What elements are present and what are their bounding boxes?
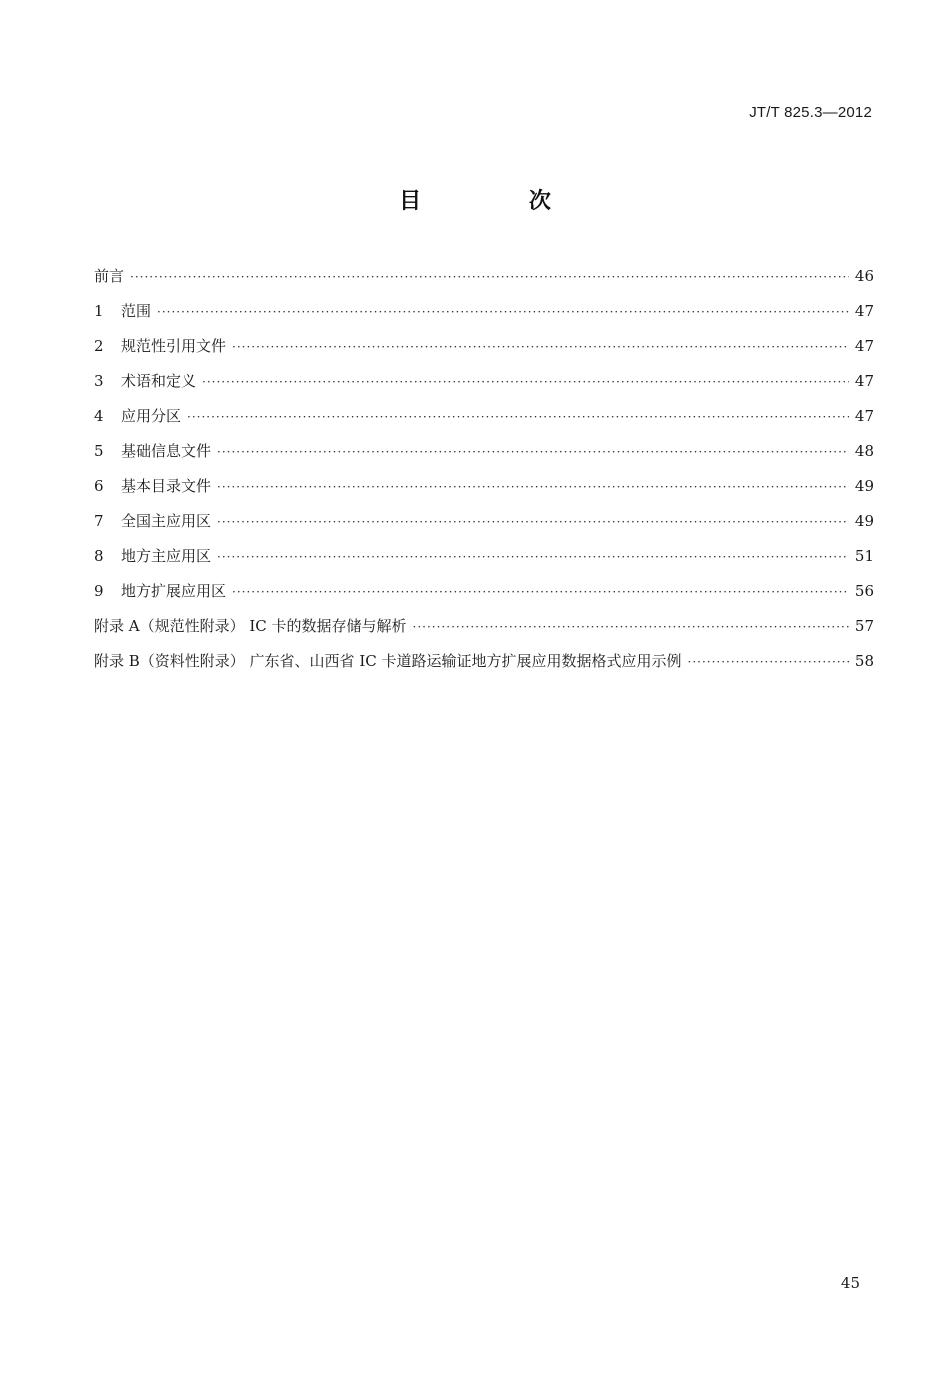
toc-entry-page: 58	[854, 652, 874, 670]
toc-entry-1[interactable]	[94, 297, 874, 332]
toc-entry-page: 57	[854, 617, 874, 635]
toc-leader-dots	[217, 438, 849, 466]
toc-leader-dots	[157, 298, 849, 326]
toc-entry-page: 48	[854, 442, 874, 460]
toc-entry-3[interactable]	[94, 367, 874, 402]
toc-entry-label: 全国主应用区	[121, 512, 212, 530]
toc-entry-number: 5	[94, 442, 104, 460]
document-code: JT/T 825.3—2012	[749, 104, 872, 121]
toc-entry-page: 47	[854, 302, 874, 320]
toc-entry-number: 9	[94, 582, 104, 600]
toc-entry-label: 规范性引用文件	[121, 337, 227, 355]
toc-entry-page: 47	[854, 407, 874, 425]
toc-leader-dots	[413, 613, 849, 641]
toc-entry-page: 49	[854, 512, 874, 530]
toc-entry-appendix-a[interactable]	[94, 612, 874, 647]
toc-entry-page: 46	[854, 267, 874, 285]
toc-entry-5[interactable]	[94, 437, 874, 472]
toc-leader-dots	[232, 333, 849, 361]
toc-entry-number: 2	[94, 337, 104, 355]
page-number: 45	[840, 1274, 860, 1292]
toc-entry-8[interactable]	[94, 542, 874, 577]
toc-entry-number: 4	[94, 407, 104, 425]
toc-entry-number: 1	[94, 302, 104, 320]
toc-entry-number: 7	[94, 512, 104, 530]
toc-entry-foreword[interactable]	[94, 262, 874, 297]
toc-leader-dots	[217, 508, 849, 536]
toc-entry-label: 附录 B（资料性附录） 广东省、山西省 IC 卡道路运输证地方扩展应用数据格式应用示例	[94, 652, 682, 670]
toc-entry-appendix-b[interactable]	[94, 647, 874, 682]
toc-entry-page: 47	[854, 337, 874, 355]
toc-entry-page: 47	[854, 372, 874, 390]
toc-entry-label: 应用分区	[121, 407, 182, 425]
toc-leader-dots	[130, 263, 849, 291]
toc-leader-dots	[187, 403, 849, 431]
toc-entry-label: 基本目录文件	[121, 477, 212, 495]
toc-entry-9[interactable]	[94, 577, 874, 612]
toc-entry-label: 地方扩展应用区	[121, 582, 227, 600]
toc-entry-7[interactable]	[94, 507, 874, 542]
toc-entry-number: 3	[94, 372, 104, 390]
toc-entry-2[interactable]	[94, 332, 874, 367]
toc-title: 目 次	[399, 189, 601, 214]
toc-entry-number: 8	[94, 547, 104, 565]
toc-entry-page: 51	[854, 547, 874, 565]
table-of-contents	[94, 262, 874, 682]
toc-entry-page: 56	[854, 582, 874, 600]
toc-entry-label: 术语和定义	[121, 372, 197, 390]
toc-entry-label: 范围	[121, 302, 152, 320]
toc-leader-dots	[232, 578, 849, 606]
toc-entry-label: 地方主应用区	[121, 547, 212, 565]
toc-entry-number: 6	[94, 477, 104, 495]
toc-entry-4[interactable]	[94, 402, 874, 437]
toc-entry-6[interactable]	[94, 472, 874, 507]
toc-entry-label: 附录 A（规范性附录） IC 卡的数据存储与解析	[94, 617, 407, 635]
toc-leader-dots	[217, 543, 849, 571]
toc-entry-label: 前言	[94, 267, 125, 285]
toc-leader-dots	[217, 473, 849, 501]
toc-entry-label: 基础信息文件	[121, 442, 212, 460]
toc-leader-dots	[202, 368, 849, 396]
toc-entry-page: 49	[854, 477, 874, 495]
toc-leader-dots	[688, 648, 849, 676]
